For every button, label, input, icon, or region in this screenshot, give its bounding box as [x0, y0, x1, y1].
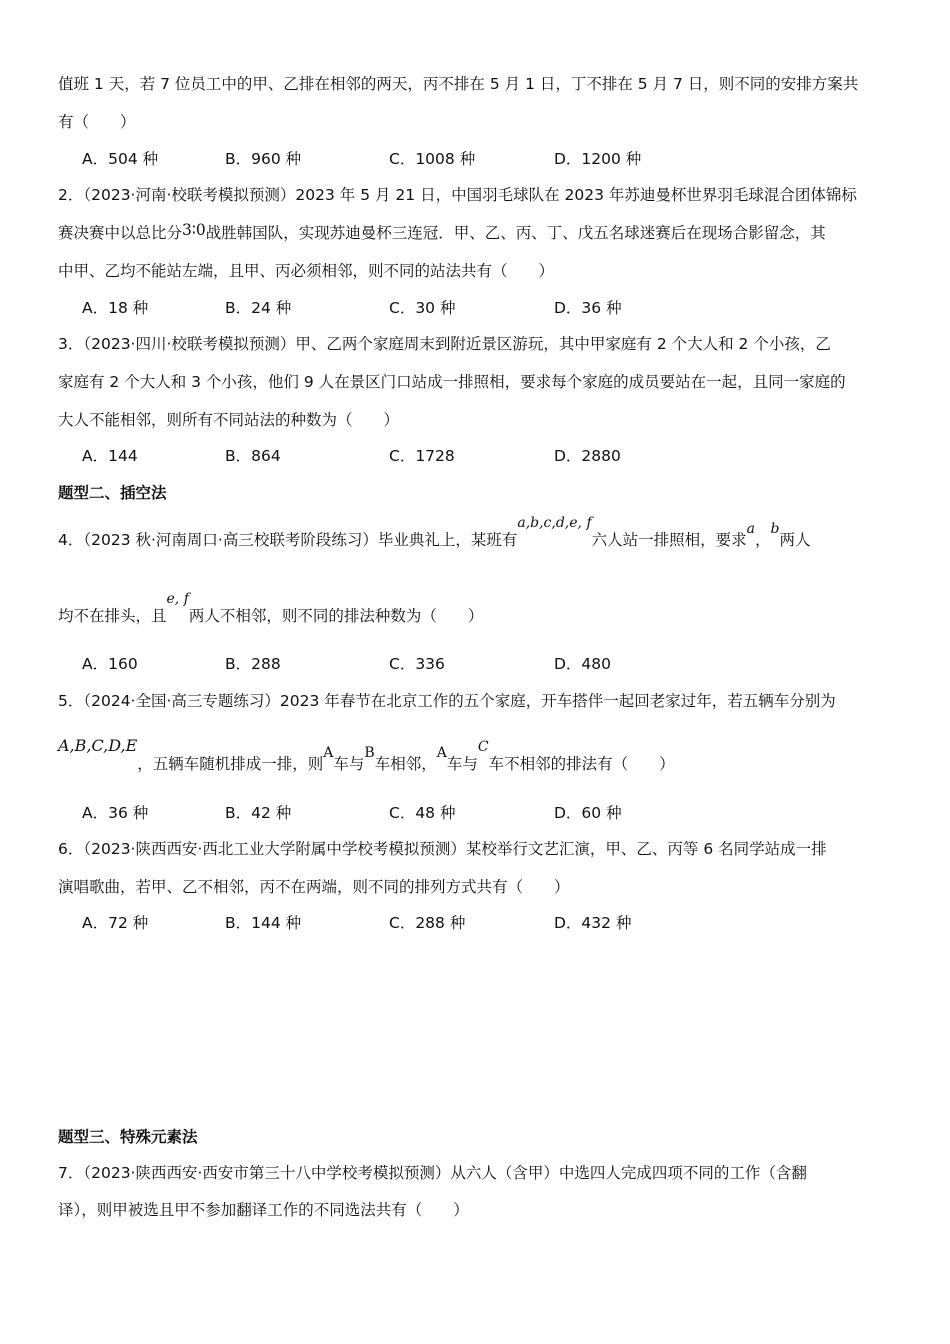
q7-line1: 7．（2023·陕西西安·西安市第三十八中学校考模拟预测）从六人（含甲）中选四人完成四项不同的工作（含翻	[58, 1164, 807, 1182]
q1-line2: 有（ ）	[58, 113, 136, 131]
q2-score-ratio: 3∶0	[182, 221, 206, 239]
q4-option-b: B．288	[225, 655, 281, 673]
q5-var-c: C	[477, 739, 489, 755]
q4-line2-end: 两人不相邻，则不同的排法种数为（ ）	[188, 607, 484, 625]
q2-option-b: B．24 种	[225, 299, 292, 317]
q1-option-d: D．1200 种	[554, 150, 642, 168]
q5-var-a2: A	[436, 745, 447, 761]
q5-option-d: D．60 种	[554, 804, 622, 822]
q6-option-d: D．432 种	[554, 914, 632, 932]
q5-text-4: 车不相邻的排法有（ ）	[488, 755, 675, 773]
q5-var-b: B	[364, 745, 375, 761]
q3-option-c: C．1728	[389, 447, 455, 465]
q5-text-3: 车与	[446, 755, 478, 773]
q4-ef-formula: e, f	[166, 591, 189, 607]
q1-option-b: B．960 种	[225, 150, 302, 168]
q2-line1: 2．（2023·河南·校联考模拟预测）2023 年 5 月 21 日，中国羽毛球队在 2023 年苏迪曼杯世界羽毛球混合团体锦标	[58, 186, 857, 204]
q4-option-a: A．160	[82, 655, 138, 673]
q4-var-a: a	[746, 521, 755, 537]
q5-text-1: 车与	[333, 755, 365, 773]
q4-option-d: D．480	[554, 655, 612, 673]
q5-text-2: 车相邻，	[374, 755, 437, 773]
q6-option-a: A．72 种	[82, 914, 149, 932]
q2-line2-start: 赛决赛中以总比分	[58, 224, 183, 242]
q5-line2	[58, 736, 892, 774]
q5-option-b: B．42 种	[225, 804, 292, 822]
section-heading-2: 题型二、插空法	[58, 484, 167, 502]
q5-var-a1: A	[323, 745, 334, 761]
q2-option-a: A．18 种	[82, 299, 149, 317]
q6-option-b: B．144 种	[225, 914, 302, 932]
q6-line1: 6．（2023·陕西西安·西北工业大学附属中学校考模拟预测）某校举行文艺汇演，甲、乙、丙等 6 名同学站成一排	[58, 840, 827, 858]
section-heading-3: 题型三、特殊元素法	[58, 1128, 198, 1146]
q3-line1: 3．（2023·四川·校联考模拟预测）甲、乙两个家庭周末到附近景区游玩，其中甲家庭有 2 个大人和 2 个小孩，乙	[58, 335, 831, 353]
q5-line1: 5．（2024·全国·高三专题练习）2023 年春节在北京工作的五个家庭，开车搭伴一起回老家过年，若五辆车分别为	[58, 692, 836, 710]
q2-option-d: D．36 种	[554, 299, 622, 317]
q4-var-b: b	[770, 521, 780, 537]
q6-line2: 演唱歌曲，若甲、乙不相邻，丙不在两端，则不同的排列方式共有（ ）	[58, 878, 570, 896]
q3-option-b: B．864	[225, 447, 281, 465]
q4-line1	[58, 515, 892, 550]
q2-line3: 中甲、乙均不能站左端，且甲、丙必须相邻，则不同的站法共有（ ）	[58, 262, 555, 280]
q4-letters-formula: a,b,c,d,e, f	[517, 515, 592, 531]
q5-option-a: A．36 种	[82, 804, 149, 822]
q4-line2-start: 均不在排头，且	[58, 607, 167, 625]
q4-line1-end: 两人	[779, 531, 811, 549]
q5-option-c: C．48 种	[389, 804, 456, 822]
q4-line1-start: 4．（2023 秋·河南周口·高三校联考阶段练习）毕业典礼上，某班有	[58, 531, 518, 549]
q1-option-c: C．1008 种	[389, 150, 476, 168]
q5-line2-start: ，五辆车随机排成一排，则	[137, 755, 324, 773]
q1-line1: 值班 1 天，若 7 位员工中的甲、乙排在相邻的两天，丙不排在 5 月 1 日，丁不排在 5 月 7 日，则不同的安排方案共	[58, 75, 859, 93]
q3-line2: 家庭有 2 个大人和 3 个小孩，他们 9 人在景区门口站成一排照相，要求每个家庭的成员要站在一起，且同一家庭的	[58, 373, 846, 391]
q2-line2	[58, 221, 892, 243]
q1-option-a: A．504 种	[82, 150, 159, 168]
q3-line3: 大人不能相邻，则所有不同站法的种数为（ ）	[58, 411, 400, 429]
q2-option-c: C．30 种	[389, 299, 456, 317]
q5-cars-formula: A,B,C,D,E	[58, 736, 138, 755]
q6-option-c: C．288 种	[389, 914, 466, 932]
q3-option-a: A．144	[82, 447, 138, 465]
q4-line1-mid: 六人站一排照相，要求	[591, 531, 747, 549]
q4-option-c: C．336	[389, 655, 445, 673]
q3-option-d: D．2880	[554, 447, 621, 465]
q2-line2-end: 战胜韩国队，实现苏迪曼杯三连冠．甲、乙、丙、丁、戊五名球迷赛后在现场合影留念，其	[205, 224, 826, 242]
q7-line2: 译），则甲被选且甲不参加翻译工作的不同选法共有（ ）	[58, 1201, 469, 1219]
q4-comma: ，	[755, 531, 771, 549]
q4-line2	[58, 591, 892, 626]
